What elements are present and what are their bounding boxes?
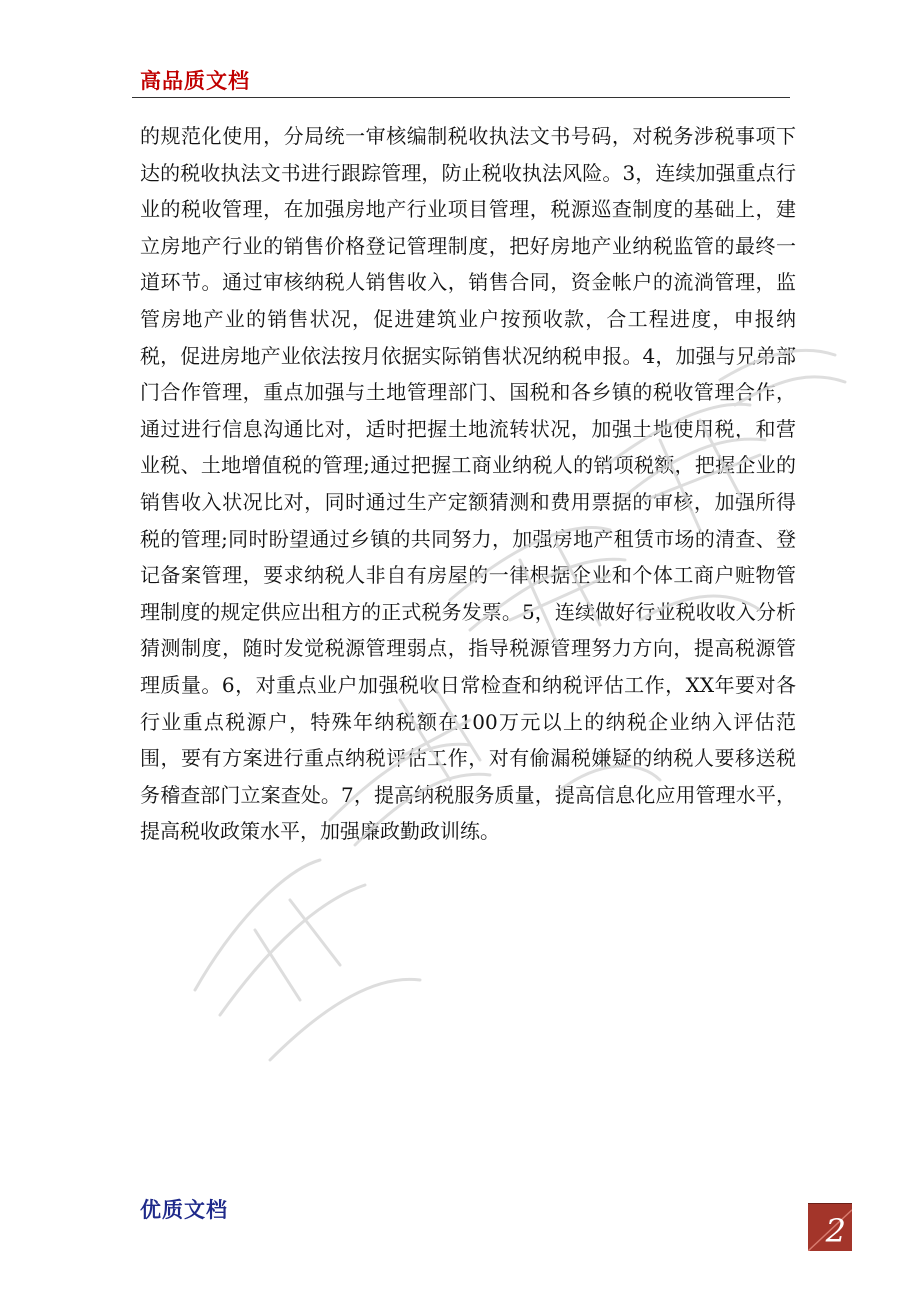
page-number-badge	[808, 1203, 852, 1251]
footer-title: 优质文档	[140, 1198, 228, 1222]
header-divider	[132, 97, 790, 98]
body-paragraph: 的规范化使用，分局统一审核编制税收执法文书号码，对税务涉税事项下达的税收执法文书进行跟踪管理，防止税收执法风险。3，连续加强重点行业的税收管理，在加强房地产行业项目管理，税源巡查制度的基础上，建立房地产行业的销售价格登记管理制度，把好房地产业纳税监管的最终一道环节。通过审核纳税人销售收入，销售合同，资金帐户的流淌管理，监管房地产业的销售状况，促进建筑业户按预收款，合工程进度，申报纳税，促进房地产业依法按月依据实际销售状况纳税申报。4，加强与兄弟部门合作管理，重点加强与土地管理部门、国税和各乡镇的税收管理合作，通过进行信息沟通比对，适时把握土地流转状况，加强土地使用税，和营业税、土地增值税的管理;通过把握工商业纳税人的销项税额，把握企业的销售收入状况比对，同时通过生产定额猜测和费用票据的审核，加强所得税的管理;同时盼望通过乡镇的共同努力，加强房地产租赁市场的清查、登记备案管理，要求纳税人非自有房屋的一律根据企业和个体工商户赃物管理制度的规定供应出租方的正式税务发票。5，连续做好行业税收收入分析猜测制度，随时发觉税源管理弱点，指导税源管理努力方向，提高税源管理质量。6，对重点业户加强税收日常检查和纳税评估工作，XX年要对各行业重点税源户，特殊年纳税额在100万元以上的纳税企业纳入评估范围，要有方案进行重点纳税评估工作，对有偷漏税嫌疑的纳税人要移送税务稽查部门立案查处。7，提高纳税服务质量，提高信息化应用管理水平，提高税收政策水平，加强廉政勤政训练。	[140, 124, 796, 844]
header-title: 高品质文档	[140, 69, 250, 93]
page-number: 2	[825, 1212, 846, 1250]
